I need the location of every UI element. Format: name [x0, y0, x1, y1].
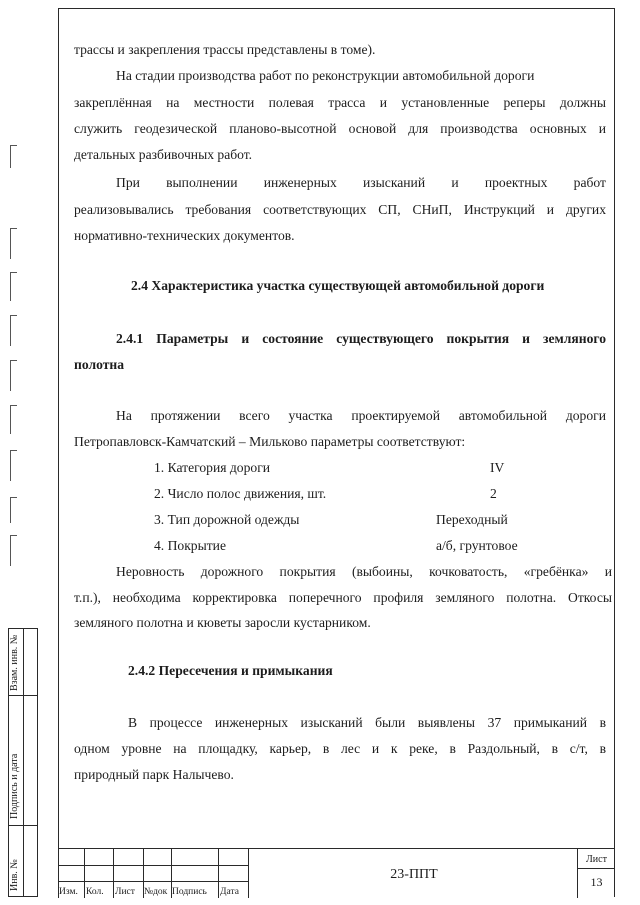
sheet-label: Лист	[578, 854, 615, 869]
text-line: одном уровне на площадку, карьер, в лес и к реке, в Раздольный, в с/т, в	[74, 741, 606, 756]
text-line: В процессе инженерных изысканий были выявлены 37 примыканий в	[128, 715, 606, 730]
param-label: 1. Категория дороги	[154, 460, 271, 475]
text-line: При выполнении инженерных изысканий и проектных работ	[116, 175, 606, 190]
section-heading: 2.4 Характеристика участка существующей автомобильной дороги	[131, 278, 545, 293]
col-ndok: №док	[144, 887, 168, 897]
text-line: т.п.), необходима корректировка поперечного профиля земляного полотна. Откосы	[74, 590, 612, 605]
document-code: 23-ППТ	[390, 867, 438, 882]
stamp-inv-label: Инв. №	[9, 859, 20, 891]
col-podpis: Подпись	[172, 887, 207, 897]
text-line: нормативно-технических документов.	[74, 228, 295, 243]
subsection-heading: 2.4.2 Пересечения и примыкания	[128, 663, 333, 678]
text-line: служить геодезической планово-высотной основой для производства основных и	[74, 121, 606, 136]
param-label: 2. Число полос движения, шт.	[154, 486, 327, 501]
title-block-main	[248, 849, 579, 898]
col-kol: Кол.	[86, 887, 104, 897]
param-label: 3. Тип дорожной одежды	[154, 512, 300, 527]
subsection-heading: полотна	[74, 357, 125, 372]
text-line: реализовывались требования соответствующих СП, СНиП, Инструкций и других	[74, 202, 606, 217]
text-line: трассы и закрепления трассы представлены в томе).	[74, 42, 376, 57]
text-line: На стадии производства работ по реконструкции автомобильной дороги	[116, 68, 535, 83]
text-line: закреплённая на местности полевая трасса и установленные реперы должны	[74, 95, 606, 110]
stamp-signature-label: Подпись и дата	[9, 753, 20, 819]
text-line: На протяжении всего участка проектируемой автомобильной дороги	[116, 408, 606, 423]
param-value: IV	[490, 460, 505, 475]
text-line: Неровность дорожного покрытия (выбоины, кочковатость, «гребёнка» и	[116, 564, 612, 579]
col-izm: Изм.	[59, 887, 78, 897]
param-value: Переходный	[436, 512, 508, 527]
sheet-cell	[577, 849, 615, 898]
param-value: 2	[490, 486, 497, 501]
param-value: а/б, грунтовое	[436, 538, 518, 553]
col-list: Лист	[115, 887, 135, 897]
text-line: природный парк Налычево.	[74, 767, 234, 782]
text-line: Петропавловск-Камчатский – Мильково параметры соответствуют:	[74, 434, 466, 449]
subsection-heading: 2.4.1 Параметры и состояние существующего покрытия и земляного	[116, 331, 606, 346]
page-frame	[58, 8, 615, 897]
side-stamp	[8, 628, 38, 897]
text-line: детальных разбивочных работ.	[74, 147, 253, 162]
text-line: земляного полотна и кюветы заросли кустарником.	[74, 615, 371, 630]
param-label: 4. Покрытие	[154, 538, 226, 553]
stamp-vzam-label: Взам. инв. №	[9, 634, 20, 691]
col-data: Дата	[220, 887, 239, 897]
revision-grid	[58, 849, 248, 898]
sheet-number: 13	[590, 875, 603, 889]
title-block	[58, 848, 615, 898]
